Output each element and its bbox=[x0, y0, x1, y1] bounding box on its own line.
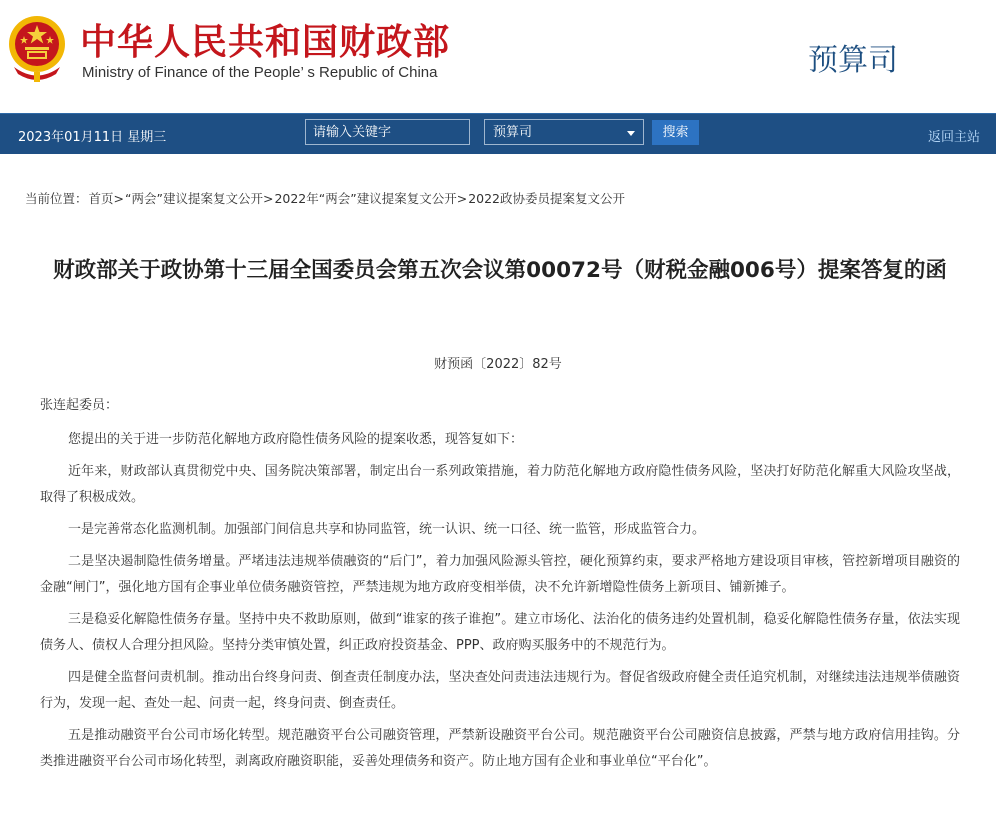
breadcrumb-label: 当前位置： bbox=[25, 191, 88, 206]
chevron-down-icon bbox=[627, 131, 635, 136]
search-button[interactable]: 搜索 bbox=[652, 120, 699, 145]
top-nav-bar bbox=[0, 113, 996, 154]
site-subtitle: Ministry of Finance of the People’ s Republic of China bbox=[82, 64, 438, 81]
paragraph: 一是完善常态化监测机制。加强部门间信息共享和协同监管，统一认识、统一口径、统一监管，形成监管合力。 bbox=[68, 522, 706, 537]
current-date: 2023年01月11日 星期三 bbox=[18, 130, 167, 145]
paragraph: 五是推动融资平台公司市场化转型。规范融资平台公司融资管理，严禁新设融资平台公司。规范融资平台公司融资信息披露，严禁与地方政府信用挂钩。分类推进融资平台公司市场化转型，剥离政府融资职能，妥善处理债务和资产。防止地方国有企业和事业单位“平台化”。 bbox=[40, 728, 960, 769]
breadcrumb-item-replies[interactable]: “两会”建议提案复文公开> bbox=[125, 191, 274, 206]
article-title: 财政部关于政协第十三届全国委员会第五次会议第00072号（财税金融006号）提案答复的函 bbox=[53, 258, 947, 283]
breadcrumb-item-current[interactable]: 2022政协委员提案复文公开 bbox=[468, 191, 625, 206]
breadcrumb-item-2022-replies[interactable]: 2022年“两会”建议提案复文公开> bbox=[274, 191, 468, 206]
department-name: 预算司 bbox=[808, 43, 898, 78]
site-title: 中华人民共和国财政部 bbox=[80, 22, 451, 63]
paragraph: 近年来，财政部认真贯彻党中央、国务院决策部署，制定出台一系列政策措施，着力防范化解地方政府隐性债务风险，坚决打好防范化解重大风险攻坚战，取得了积极成效。 bbox=[40, 464, 960, 505]
article-body bbox=[40, 393, 960, 781]
national-emblem-icon bbox=[6, 12, 68, 84]
search-input[interactable]: 请输入关键字 bbox=[305, 119, 470, 145]
paragraph: 您提出的关于进一步防范化解地方政府隐性债务风险的提案收悉，现答复如下： bbox=[68, 432, 524, 447]
breadcrumb-item-home[interactable]: 首页> bbox=[88, 191, 124, 206]
document-number: 财预函〔2022〕82号 bbox=[434, 357, 562, 372]
greeting: 张连起委员： bbox=[40, 398, 119, 413]
site-header bbox=[0, 0, 996, 113]
paragraph: 四是健全监督问责机制。推动出台终身问责、倒查责任制度办法，坚决查处问责违法违规行为。督促省级政府健全责任追究机制，对继续违法违规举债融资行为，发现一起、查处一起、问责一起，终身问责、倒查责任。 bbox=[40, 670, 960, 711]
paragraph: 三是稳妥化解隐性债务存量。坚持中央不救助原则，做到“谁家的孩子谁抱”。建立市场化、法治化的债务违约处置机制，稳妥化解隐性债务存量，依法实现债务人、债权人合理分担风险。坚持分类审慎处置，纠正政府投资基金、PPP、政府购买服务中的不规范行为。 bbox=[40, 612, 960, 653]
department-select-value: 预算司 bbox=[493, 125, 533, 140]
department-select[interactable] bbox=[484, 119, 644, 145]
breadcrumb bbox=[25, 189, 626, 207]
return-home-link[interactable]: 返回主站 bbox=[927, 130, 980, 145]
paragraph: 二是坚决遏制隐性债务增量。严堵违法违规举债融资的“后门”，着力加强风险源头管控，硬化预算约束，要求严格地方建设项目审核，管控新增项目融资的金融“闸门”，强化地方国有企事业单位债务融资管控，严禁违规为地方政府变相举债，决不允许新增隐性债务上新项目、铺新摊子。 bbox=[40, 554, 960, 595]
